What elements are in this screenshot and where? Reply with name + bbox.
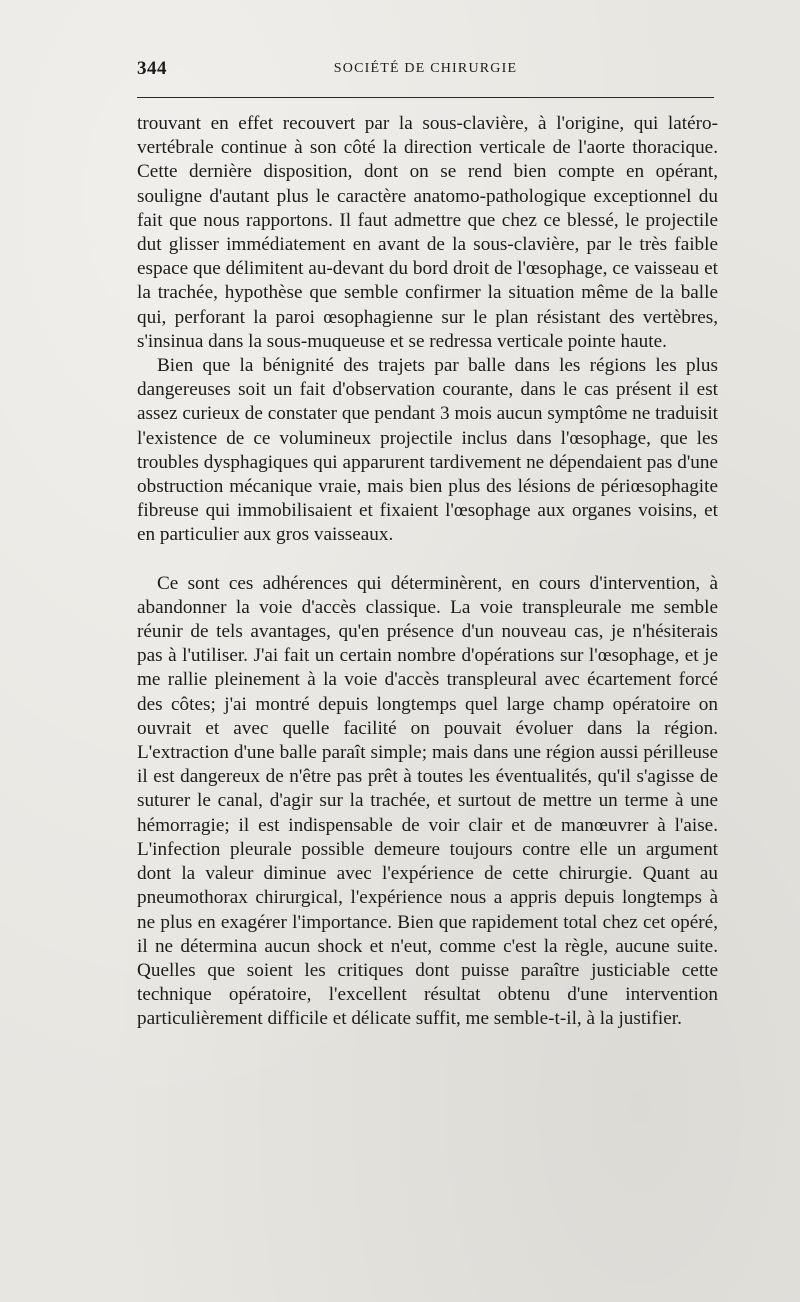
page-header xyxy=(137,58,714,86)
paragraph-3: Ce sont ces adhérences qui déterminèrent, en cours d'intervention, à abandonner la voie d'accès classique. La voie transpleurale me semble réunir de tels avantages, qu'en présence d'un nouveau cas, je n'hésiterais pas à l'utiliser. J'ai fait un certain nombre d'opérations sur l'œsophage, et je me rallie pleinement à la voie d'accès transpleural avec écartement forcé des côtes; j'ai montré depuis longtemps quel large champ opératoire on ouvrait et avec quelle facilité on pouvait évoluer dans la région. L'extraction d'une balle paraît simple; mais dans une région aussi périlleuse il est dangereux de n'être pas prêt à toutes les éventualités, qu'il s'agisse de suturer le canal, d'agir sur la trachée, et surtout de mettre un terme à une hémorragie; il est indispensable de voir clair et de manœuvrer à l'aise. L'infection pleurale possible demeure toujours contre elle un argument dont la valeur diminue avec l'expérience de cette chirurgie. Quant au pneumothorax chirurgical, l'expérience nous a appris depuis longtemps à ne plus en exagérer l'importance. Bien que rapidement total chez cet opéré, il ne détermina aucun shock et n'eut, comme c'est la règle, aucune suite. Quelles que soient les critiques dont puisse paraître justiciable cette technique opératoire, l'excellent résultat obtenu d'une intervention particulièrement difficile et délicate suffit, me semble-t-il, à la justifier. xyxy=(137,572,718,1030)
paragraph-2: Bien que la bénignité des trajets par balle dans les régions les plus dangereuses soit un fait d'observation courante, dans le cas présent il est assez curieux de constater que pendant 3 mois aucun symptôme ne traduisit l'existence de ce volumineux projectile inclus dans l'œsophage, que les troubles dysphagiques qui apparurent tardivement ne dépendaient pas d'une obstruction mécanique vraie, mais bien plus des lésions de périœsophagite fibreuse qui immobilisaient et fixaient l'œsophage aux organes voisins, et en particulier aux gros vaisseaux. xyxy=(137,355,718,546)
running-head: SOCIÉTÉ DE CHIRURGIE xyxy=(333,61,518,76)
body-text xyxy=(137,112,718,1032)
header-rule xyxy=(137,97,714,98)
paragraph-1: trouvant en effet recouvert par la sous-clavière, à l'origine, qui latéro-vertébrale continue à son côté la direction verticale de l'aorte thoracique. Cette dernière disposition, dont on se rend bien compte en opérant, souligne d'autant plus le caractère anatomo-pathologique exceptionnel du fait que nous rapportons. Il faut admettre que chez ce blessé, le projectile dut glisser immédiatement en avant de la sous-clavière, par le très faible espace que délimitent au-devant du bord droit de l'œsophage, ce vaisseau et la trachée, hypothèse que semble confirmer la situation même de la balle qui, perforant la paroi œsophagienne sur le plan résistant des vertèbres, s'insinua dans la sous-muqueuse et se redressa verticale pointe haute. xyxy=(137,113,718,352)
page-number: 344 xyxy=(137,58,167,79)
